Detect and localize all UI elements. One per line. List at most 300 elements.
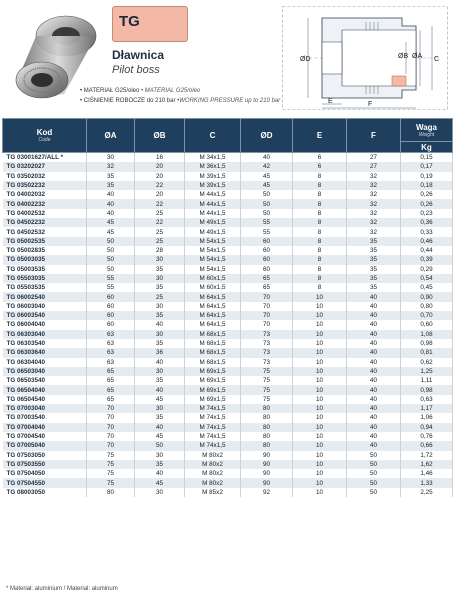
table-cell: M 74x1,5 — [185, 423, 241, 432]
table-cell: 30 — [135, 255, 185, 264]
table-row — [3, 292, 453, 301]
cell-code: TG 07003540 — [3, 413, 87, 422]
table-cell: M 68x1,5 — [185, 330, 241, 339]
table-row — [3, 302, 453, 311]
table-row — [3, 367, 453, 376]
table-cell: 27 — [347, 162, 401, 171]
table-cell: M 74x1,5 — [185, 432, 241, 441]
cell-code: TG 06503040 — [3, 367, 87, 376]
table-cell: 8 — [293, 227, 347, 236]
cell-code: TG 06504040 — [3, 385, 87, 394]
table-row — [3, 190, 453, 199]
table-cell: 45 — [87, 218, 135, 227]
table-cell: 75 — [87, 478, 135, 487]
table-cell: 35 — [347, 255, 401, 264]
table-cell: 0,19 — [401, 172, 453, 181]
table-cell: 8 — [293, 274, 347, 283]
col-b: ØB — [135, 119, 185, 153]
table-cell: 75 — [87, 460, 135, 469]
table-cell: 40 — [347, 302, 401, 311]
table-cell: 32 — [347, 209, 401, 218]
table-cell: 6 — [293, 162, 347, 171]
table-cell: M 54x1,5 — [185, 255, 241, 264]
label-f: F — [368, 101, 373, 108]
cell-code: TG 04002032 — [3, 190, 87, 199]
table-cell: 16 — [135, 153, 185, 163]
table-cell: 40 — [347, 432, 401, 441]
table-cell: 80 — [87, 488, 135, 497]
table-cell: 90 — [241, 478, 293, 487]
table-cell: 32 — [87, 162, 135, 171]
table-cell: 32 — [347, 199, 401, 208]
table-cell: 8 — [293, 199, 347, 208]
table-cell: M 80x2 — [185, 451, 241, 460]
table-cell: 40 — [347, 292, 401, 301]
table-cell: 65 — [241, 274, 293, 283]
table-cell: 0,46 — [401, 237, 453, 246]
table-cell: 40 — [87, 209, 135, 218]
product-header — [0, 0, 454, 112]
table-cell: 50 — [87, 255, 135, 264]
table-cell: 32 — [347, 181, 401, 190]
table-cell: 8 — [293, 283, 347, 292]
table-cell: 25 — [135, 227, 185, 236]
table-cell: M 69x1,5 — [185, 367, 241, 376]
table-cell: 0,18 — [401, 181, 453, 190]
table-row — [3, 395, 453, 404]
table-cell: 2,25 — [401, 488, 453, 497]
table-cell: 10 — [293, 451, 347, 460]
table-cell: 30 — [87, 153, 135, 163]
table-cell: 0,45 — [401, 283, 453, 292]
table-row — [3, 311, 453, 320]
table-cell: 1,33 — [401, 478, 453, 487]
cell-code: TG 07004540 — [3, 432, 87, 441]
table-cell: 10 — [293, 413, 347, 422]
cell-code: TG 05503035 — [3, 274, 87, 283]
table-cell: M 68x1,5 — [185, 348, 241, 357]
table-cell: 40 — [135, 358, 185, 367]
table-cell: 35 — [347, 265, 401, 274]
table-cell: 50 — [87, 246, 135, 255]
cell-code: TG 03502232 — [3, 181, 87, 190]
table-cell: 75 — [241, 376, 293, 385]
table-cell: 10 — [293, 432, 347, 441]
table-cell: 40 — [347, 311, 401, 320]
table-cell: M 60x1,5 — [185, 283, 241, 292]
table-cell: 60 — [241, 237, 293, 246]
table-cell: 30 — [135, 488, 185, 497]
table-cell: M 36x1,5 — [185, 162, 241, 171]
table-cell: 8 — [293, 237, 347, 246]
cell-code: TG 06303540 — [3, 339, 87, 348]
table-cell: 0,26 — [401, 190, 453, 199]
table-cell: 35 — [347, 283, 401, 292]
table-row — [3, 265, 453, 274]
table-cell: 10 — [293, 460, 347, 469]
table-cell: 50 — [87, 265, 135, 274]
table-cell: 40 — [347, 348, 401, 357]
table-cell: 30 — [135, 330, 185, 339]
table-cell: 42 — [241, 162, 293, 171]
table-cell: 32 — [347, 172, 401, 181]
table-cell: 50 — [347, 460, 401, 469]
table-cell: 40 — [347, 330, 401, 339]
table-cell: 80 — [241, 441, 293, 450]
table-cell: M 54x1,5 — [185, 246, 241, 255]
table-cell: 1,17 — [401, 404, 453, 413]
technical-drawing — [282, 6, 448, 110]
table-row — [3, 478, 453, 487]
table-cell: 35 — [347, 237, 401, 246]
table-cell: 10 — [293, 404, 347, 413]
table-cell: 80 — [241, 432, 293, 441]
table-cell: M 54x1,5 — [185, 237, 241, 246]
table-cell: M 64x1,5 — [185, 292, 241, 301]
table-cell: M 39x1,5 — [185, 172, 241, 181]
cell-code: TG 05503535 — [3, 283, 87, 292]
cell-code: TG 05002535 — [3, 237, 87, 246]
table-cell: 55 — [241, 218, 293, 227]
table-cell: M 80x2 — [185, 469, 241, 478]
footnote: * Materiał: aluminium / Material: aluminum — [6, 586, 118, 592]
table-cell: 10 — [293, 348, 347, 357]
table-cell: 50 — [347, 451, 401, 460]
table-cell: 55 — [87, 274, 135, 283]
table-cell: 30 — [135, 367, 185, 376]
table-row — [3, 181, 453, 190]
table-cell: 0,39 — [401, 255, 453, 264]
table-cell: 63 — [87, 358, 135, 367]
table-row — [3, 451, 453, 460]
table-cell: 73 — [241, 339, 293, 348]
table-row — [3, 423, 453, 432]
table-cell: M 34x1,5 — [185, 153, 241, 163]
table-row — [3, 153, 453, 163]
table-cell: 10 — [293, 320, 347, 329]
table-cell: 35 — [347, 274, 401, 283]
title-english: Pilot boss — [112, 64, 160, 76]
table-cell: 65 — [87, 395, 135, 404]
table-cell: 10 — [293, 395, 347, 404]
table-cell: 73 — [241, 330, 293, 339]
table-cell: 8 — [293, 246, 347, 255]
table-cell: M 64x1,5 — [185, 311, 241, 320]
table-cell: 20 — [135, 190, 185, 199]
table-cell: 35 — [135, 339, 185, 348]
table-cell: 75 — [87, 469, 135, 478]
table-cell: 25 — [135, 292, 185, 301]
table-row — [3, 227, 453, 236]
table-cell: 10 — [293, 311, 347, 320]
table-cell: 0,23 — [401, 209, 453, 218]
table-cell: 1,25 — [401, 367, 453, 376]
table-row — [3, 432, 453, 441]
table-cell: 75 — [241, 367, 293, 376]
table-row — [3, 255, 453, 264]
cell-code: TG 07503550 — [3, 460, 87, 469]
table-cell: 40 — [347, 423, 401, 432]
cell-code: TG 06003540 — [3, 311, 87, 320]
table-cell: 75 — [87, 451, 135, 460]
table-cell: 8 — [293, 255, 347, 264]
table-row — [3, 404, 453, 413]
table-cell: 60 — [87, 292, 135, 301]
table-cell: 1,08 — [401, 330, 453, 339]
table-cell: 40 — [347, 339, 401, 348]
table-row — [3, 385, 453, 394]
table-cell: 80 — [241, 413, 293, 422]
spec-pressure: • CIŚNIENIE ROBOCZE do 210 bar •WORKING PRESSURE up to 210 bar — [80, 98, 281, 104]
table-row — [3, 413, 453, 422]
table-cell: 10 — [293, 423, 347, 432]
table-row — [3, 339, 453, 348]
table-cell: M 69x1,5 — [185, 376, 241, 385]
title-polish: Dławnica — [112, 48, 165, 62]
product-code-box — [112, 6, 188, 42]
table-cell: 22 — [135, 181, 185, 190]
table-row — [3, 358, 453, 367]
table-cell: 10 — [293, 478, 347, 487]
table-cell: M 80x2 — [185, 460, 241, 469]
table-cell: 50 — [135, 441, 185, 450]
col-c: C — [185, 119, 241, 153]
table-cell: 55 — [241, 227, 293, 236]
col-weight-unit: Kg — [401, 142, 453, 153]
table-cell: 45 — [241, 181, 293, 190]
table-cell: 8 — [293, 181, 347, 190]
cell-code: TG 06304040 — [3, 358, 87, 367]
cell-code: TG 07003040 — [3, 404, 87, 413]
table-cell: 65 — [87, 367, 135, 376]
table-cell: 45 — [241, 172, 293, 181]
table-cell: 10 — [293, 469, 347, 478]
col-f: F — [347, 119, 401, 153]
table-cell: M 49x1,5 — [185, 227, 241, 236]
table-cell: 10 — [293, 292, 347, 301]
table-cell: 75 — [241, 385, 293, 394]
table-cell: 40 — [347, 441, 401, 450]
table-cell: M 69x1,5 — [185, 395, 241, 404]
table-cell: 10 — [293, 302, 347, 311]
table-cell: 0,36 — [401, 218, 453, 227]
cell-code: TG 05002835 — [3, 246, 87, 255]
table-cell: 0,60 — [401, 320, 453, 329]
cell-code: TG 06002540 — [3, 292, 87, 301]
cell-code: TG 07504550 — [3, 478, 87, 487]
table-cell: 50 — [347, 478, 401, 487]
table-cell: 10 — [293, 358, 347, 367]
table-row — [3, 199, 453, 208]
cell-code: TG 03502032 — [3, 172, 87, 181]
table-cell: 40 — [347, 358, 401, 367]
product-code: TG — [119, 13, 140, 30]
table-cell: 25 — [135, 209, 185, 218]
table-cell: 65 — [87, 385, 135, 394]
cell-code: TG 06004040 — [3, 320, 87, 329]
table-cell: 0,90 — [401, 292, 453, 301]
table-cell: 0,62 — [401, 358, 453, 367]
table-cell: 60 — [241, 255, 293, 264]
table-cell: 35 — [135, 265, 185, 274]
table-cell: 8 — [293, 190, 347, 199]
table-cell: 45 — [135, 432, 185, 441]
table-cell: 10 — [293, 339, 347, 348]
cell-code: TG 04502532 — [3, 227, 87, 236]
table-cell: 35 — [347, 246, 401, 255]
table-cell: 1,06 — [401, 413, 453, 422]
table-cell: 90 — [241, 469, 293, 478]
table-row — [3, 348, 453, 357]
table-cell: 0,98 — [401, 339, 453, 348]
table-cell: 22 — [135, 199, 185, 208]
table-cell: 40 — [347, 395, 401, 404]
cell-code: TG 06003040 — [3, 302, 87, 311]
cell-code: TG 04002532 — [3, 209, 87, 218]
table-body — [3, 153, 453, 497]
table-cell: 0,76 — [401, 432, 453, 441]
cell-code: TG 07503050 — [3, 451, 87, 460]
table-cell: 73 — [241, 348, 293, 357]
table-cell: 73 — [241, 358, 293, 367]
table-cell: 20 — [135, 172, 185, 181]
table-row — [3, 330, 453, 339]
table-cell: 1,72 — [401, 451, 453, 460]
table-cell: 40 — [135, 469, 185, 478]
table-cell: 50 — [87, 237, 135, 246]
table-cell: 70 — [87, 404, 135, 413]
label-a: ØA — [412, 53, 423, 60]
cell-code: TG 06503540 — [3, 376, 87, 385]
table-cell: 0,15 — [401, 153, 453, 163]
table-cell: 63 — [87, 339, 135, 348]
table-header-row — [3, 119, 453, 142]
table-cell: 0,70 — [401, 311, 453, 320]
table-cell: 40 — [87, 190, 135, 199]
table-cell: 70 — [241, 292, 293, 301]
table-cell: 10 — [293, 441, 347, 450]
table-cell: 35 — [135, 376, 185, 385]
table-row — [3, 162, 453, 171]
table-cell: 70 — [241, 320, 293, 329]
table-cell: 50 — [347, 488, 401, 497]
cell-code: TG 08003050 — [3, 488, 87, 497]
table-cell: 32 — [347, 218, 401, 227]
table-cell: M 69x1,5 — [185, 385, 241, 394]
table-cell: 45 — [87, 227, 135, 236]
dimensions-table — [2, 118, 453, 497]
label-e: E — [328, 98, 333, 105]
table-row — [3, 274, 453, 283]
cell-code: TG 06303640 — [3, 348, 87, 357]
table-row — [3, 320, 453, 329]
table-cell: 30 — [135, 451, 185, 460]
table-cell: M 74x1,5 — [185, 413, 241, 422]
table-cell: 6 — [293, 153, 347, 163]
table-cell: M 44x1,5 — [185, 199, 241, 208]
table-cell: 65 — [87, 376, 135, 385]
table-cell: M 85x2 — [185, 488, 241, 497]
table-cell: 1,11 — [401, 376, 453, 385]
table-cell: 35 — [135, 460, 185, 469]
table-cell: 50 — [241, 190, 293, 199]
table-cell: 0,63 — [401, 395, 453, 404]
table-cell: 65 — [241, 283, 293, 292]
table-cell: 1,62 — [401, 460, 453, 469]
col-code: Kod Code — [3, 119, 87, 153]
table-cell: M 64x1,5 — [185, 302, 241, 311]
table-cell: 10 — [293, 330, 347, 339]
col-d: ØD — [241, 119, 293, 153]
table-cell: 70 — [87, 423, 135, 432]
table-cell: 30 — [135, 274, 185, 283]
table-cell: M 74x1,5 — [185, 441, 241, 450]
table-cell: 10 — [293, 376, 347, 385]
cell-code: TG 06303040 — [3, 330, 87, 339]
table-cell: 8 — [293, 172, 347, 181]
table-cell: 40 — [241, 153, 293, 163]
table-cell: 32 — [347, 190, 401, 199]
table-row — [3, 460, 453, 469]
table-row — [3, 237, 453, 246]
table-cell: 40 — [347, 367, 401, 376]
table-cell: 60 — [241, 265, 293, 274]
table-cell: 70 — [87, 441, 135, 450]
table-cell: 10 — [293, 385, 347, 394]
table-cell: M 54x1,5 — [185, 265, 241, 274]
table-cell: M 80x2 — [185, 478, 241, 487]
table-cell: M 44x1,5 — [185, 190, 241, 199]
table-cell: 36 — [135, 348, 185, 357]
table-row — [3, 469, 453, 478]
table-cell: 1,46 — [401, 469, 453, 478]
table-cell: 45 — [135, 395, 185, 404]
table-cell: 0,98 — [401, 385, 453, 394]
table-cell: 0,17 — [401, 162, 453, 171]
table-cell: 50 — [347, 469, 401, 478]
table-cell: 80 — [241, 404, 293, 413]
cell-code: TG 03202027 — [3, 162, 87, 171]
table-cell: 10 — [293, 488, 347, 497]
cell-code: TG 06504540 — [3, 395, 87, 404]
table-cell: 40 — [347, 320, 401, 329]
cell-code: TG 07004040 — [3, 423, 87, 432]
label-b: ØB — [398, 53, 409, 60]
table-row — [3, 209, 453, 218]
table-cell: M 64x1,5 — [185, 320, 241, 329]
table-cell: M 60x1,5 — [185, 274, 241, 283]
table-cell: 40 — [87, 199, 135, 208]
table-row — [3, 488, 453, 497]
table-cell: 55 — [87, 283, 135, 292]
table-cell: 50 — [241, 209, 293, 218]
table-cell: 60 — [87, 320, 135, 329]
table-cell: 0,26 — [401, 199, 453, 208]
cell-code: TG 05003535 — [3, 265, 87, 274]
table-cell: 40 — [135, 385, 185, 394]
table-cell: 10 — [293, 367, 347, 376]
cell-code: TG 07005040 — [3, 441, 87, 450]
table-cell: 0,33 — [401, 227, 453, 236]
table-cell: 40 — [347, 404, 401, 413]
table-cell: M 74x1,5 — [185, 404, 241, 413]
table-cell: 90 — [241, 460, 293, 469]
table-cell: 40 — [347, 413, 401, 422]
table-cell: 28 — [135, 246, 185, 255]
col-a: ØA — [87, 119, 135, 153]
table-cell: 8 — [293, 218, 347, 227]
table-cell: 80 — [241, 423, 293, 432]
